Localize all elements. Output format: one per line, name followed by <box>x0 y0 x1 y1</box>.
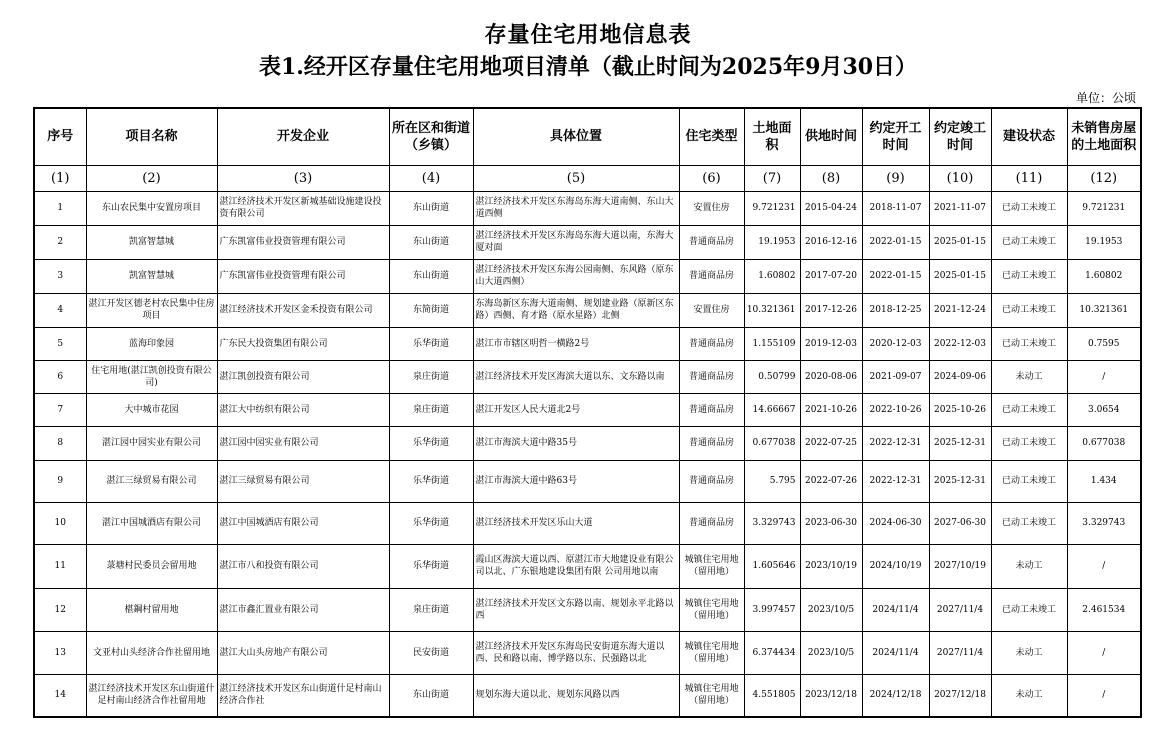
build-status-cell: 已动工未竣工 <box>991 460 1067 502</box>
location-cell: 湛江市海滨大道中路35号 <box>473 426 679 460</box>
build-status-cell: 已动工未竣工 <box>991 426 1067 460</box>
land-area-cell: 3.997457 <box>744 588 800 631</box>
housing-type-cell: 普通商品房 <box>679 259 744 293</box>
district-cell: 乐华街道 <box>389 544 473 588</box>
unit-label: 单位：公顷 <box>1075 91 1136 105</box>
supply-date-cell: 2021-10-26 <box>800 393 862 426</box>
finish-date-cell: 2025-01-15 <box>929 259 991 293</box>
row-index-cell: 9 <box>34 460 86 502</box>
row-index-cell: 4 <box>34 293 86 327</box>
location-cell: 东海岛新区东海大道南侧、规划建业路（原新区东路）西侧、育才路（原水星路）北侧 <box>473 293 679 327</box>
table-row <box>34 588 1141 631</box>
housing-type-cell: 普通商品房 <box>679 460 744 502</box>
developer-cell: 湛江凯创投资有限公司 <box>217 360 389 393</box>
col-header-unsold-area: 未销售房屋的土地面积 <box>1067 108 1141 165</box>
land-area-cell: 1.60802 <box>744 259 800 293</box>
supply-date-cell: 2023-06-30 <box>800 502 862 544</box>
housing-type-cell: 安置住房 <box>679 293 744 327</box>
district-cell: 乐华街道 <box>389 426 473 460</box>
location-cell: 湛江开发区人民大道北2号 <box>473 393 679 426</box>
col-num: (3) <box>217 165 389 191</box>
supply-date-cell: 2020-08-06 <box>800 360 862 393</box>
unsold-area-cell: 3.0654 <box>1067 393 1141 426</box>
district-cell: 东山街道 <box>389 259 473 293</box>
table-row <box>34 631 1141 674</box>
build-status-cell: 已动工未竣工 <box>991 259 1067 293</box>
location-cell: 湛江市市辖区明哲一横路2号 <box>473 327 679 360</box>
supply-date-cell: 2016-12-16 <box>800 225 862 259</box>
col-num: (4) <box>389 165 473 191</box>
unsold-area-cell: / <box>1067 674 1141 717</box>
developer-cell: 广东凯富伟业投资管理有限公司 <box>217 225 389 259</box>
land-area-cell: 10.321361 <box>744 293 800 327</box>
project-name-cell: 东山农民集中安置房项目 <box>86 191 217 225</box>
developer-cell: 广东民大投资集团有限公司 <box>217 327 389 360</box>
location-cell: 湛江经济技术开发区文东路以南、规划永平北路以西 <box>473 588 679 631</box>
table-row <box>34 502 1141 544</box>
developer-cell: 湛江大山头房地产有限公司 <box>217 631 389 674</box>
supply-date-cell: 2023/12/18 <box>800 674 862 717</box>
start-date-cell: 2020-12-03 <box>862 327 929 360</box>
col-header-developer: 开发企业 <box>217 108 389 165</box>
col-header-start-date: 约定开工时间 <box>862 108 929 165</box>
row-index-cell: 12 <box>34 588 86 631</box>
finish-date-cell: 2021-12-24 <box>929 293 991 327</box>
start-date-cell: 2024/10/19 <box>862 544 929 588</box>
build-status-cell: 已动工未竣工 <box>991 293 1067 327</box>
col-num: (7) <box>744 165 800 191</box>
location-cell: 霞山区海滨大道以西、原湛江市大地建设业有限公司以北、广东银地建设集团有限 公司用地以南 <box>473 544 679 588</box>
row-index-cell: 3 <box>34 259 86 293</box>
finish-date-cell: 2027/12/18 <box>929 674 991 717</box>
table-row <box>34 259 1141 293</box>
project-name-cell: 菉塘村民委员会留用地 <box>86 544 217 588</box>
developer-cell: 湛江经济技术开发区金禾投资有限公司 <box>217 293 389 327</box>
unsold-area-cell: 0.7595 <box>1067 327 1141 360</box>
table-row <box>34 674 1141 717</box>
project-name-cell: 凯富智慧城 <box>86 225 217 259</box>
start-date-cell: 2022-12-31 <box>862 426 929 460</box>
build-status-cell: 未动工 <box>991 544 1067 588</box>
district-cell: 东山街道 <box>389 225 473 259</box>
supply-date-cell: 2023/10/5 <box>800 588 862 631</box>
unsold-area-cell: 0.677038 <box>1067 426 1141 460</box>
start-date-cell: 2024-06-30 <box>862 502 929 544</box>
housing-type-cell: 城镇住宅用地（留用地） <box>679 544 744 588</box>
finish-date-cell: 2027/11/4 <box>929 588 991 631</box>
developer-cell: 湛江大中纺织有限公司 <box>217 393 389 426</box>
start-date-cell: 2018-12-25 <box>862 293 929 327</box>
start-date-cell: 2021-09-07 <box>862 360 929 393</box>
developer-cell: 湛江市鑫汇置业有限公司 <box>217 588 389 631</box>
col-num: (9) <box>862 165 929 191</box>
unsold-area-cell: / <box>1067 544 1141 588</box>
col-header-finish-date: 约定竣工时间 <box>929 108 991 165</box>
finish-date-cell: 2021-11-07 <box>929 191 991 225</box>
col-header-project: 项目名称 <box>86 108 217 165</box>
row-index-cell: 5 <box>34 327 86 360</box>
page-title: 存量住宅用地信息表 <box>484 22 692 48</box>
project-name-cell: 湛江开发区德老村农民集中住房项目 <box>86 293 217 327</box>
unsold-area-cell: / <box>1067 631 1141 674</box>
project-name-cell: 凯富智慧城 <box>86 259 217 293</box>
housing-type-cell: 普通商品房 <box>679 393 744 426</box>
project-name-cell: 湛江经济技术开发区东山街道什足村南山经济合作社留用地 <box>86 674 217 717</box>
build-status-cell: 已动工未竣工 <box>991 327 1067 360</box>
table-row <box>34 544 1141 588</box>
table-row <box>34 426 1141 460</box>
district-cell: 泉庄街道 <box>389 360 473 393</box>
row-index-cell: 7 <box>34 393 86 426</box>
col-num: (11) <box>991 165 1067 191</box>
location-cell: 湛江经济技术开发区东海岛东海大道以南，东海大厦对面 <box>473 225 679 259</box>
land-area-cell: 3.329743 <box>744 502 800 544</box>
table-body <box>34 191 1141 717</box>
location-cell: 湛江市海滨大道中路63号 <box>473 460 679 502</box>
developer-cell: 湛江三绿贸易有限公司 <box>217 460 389 502</box>
district-cell: 乐华街道 <box>389 327 473 360</box>
developer-cell: 湛江经济技术开发区东山街道什足村南山经济合作社 <box>217 674 389 717</box>
housing-type-cell: 普通商品房 <box>679 360 744 393</box>
housing-type-cell: 普通商品房 <box>679 225 744 259</box>
finish-date-cell: 2025-01-15 <box>929 225 991 259</box>
supply-date-cell: 2022-07-25 <box>800 426 862 460</box>
project-name-cell: 文亚村山头经济合作社留用地 <box>86 631 217 674</box>
build-status-cell: 已动工未竣工 <box>991 393 1067 426</box>
start-date-cell: 2024/12/18 <box>862 674 929 717</box>
table-row <box>34 393 1141 426</box>
unsold-area-cell: 19.1953 <box>1067 225 1141 259</box>
developer-cell: 湛江园中园实业有限公司 <box>217 426 389 460</box>
district-cell: 泉庄街道 <box>389 393 473 426</box>
housing-type-cell: 普通商品房 <box>679 502 744 544</box>
row-index-cell: 6 <box>34 360 86 393</box>
land-area-cell: 14.66667 <box>744 393 800 426</box>
location-cell: 湛江经济技术开发区东海岛东海大道南侧、东山大道西侧 <box>473 191 679 225</box>
project-name-cell: 湛江园中园实业有限公司 <box>86 426 217 460</box>
col-num: (12) <box>1067 165 1141 191</box>
row-index-cell: 10 <box>34 502 86 544</box>
location-cell: 湛江经济技术开发区乐山大道 <box>473 502 679 544</box>
supply-date-cell: 2017-07-20 <box>800 259 862 293</box>
col-num: (5) <box>473 165 679 191</box>
supply-date-cell: 2019-12-03 <box>800 327 862 360</box>
housing-type-cell: 安置住房 <box>679 191 744 225</box>
land-area-cell: 0.677038 <box>744 426 800 460</box>
supply-date-cell: 2022-07-26 <box>800 460 862 502</box>
land-area-cell: 1.605646 <box>744 544 800 588</box>
land-area-cell: 4.551805 <box>744 674 800 717</box>
col-header-supply-date: 供地时间 <box>800 108 862 165</box>
housing-type-cell: 普通商品房 <box>679 426 744 460</box>
housing-type-cell: 城镇住宅用地（留用地） <box>679 631 744 674</box>
district-cell: 乐华街道 <box>389 502 473 544</box>
district-cell: 东简街道 <box>389 293 473 327</box>
col-num: (2) <box>86 165 217 191</box>
build-status-cell: 未动工 <box>991 674 1067 717</box>
developer-cell: 湛江中国城酒店有限公司 <box>217 502 389 544</box>
col-header-type: 住宅类型 <box>679 108 744 165</box>
project-name-cell: 大中城市花园 <box>86 393 217 426</box>
build-status-cell: 已动工未竣工 <box>991 225 1067 259</box>
district-cell: 乐华街道 <box>389 460 473 502</box>
start-date-cell: 2022-01-15 <box>862 225 929 259</box>
col-num: (6) <box>679 165 744 191</box>
finish-date-cell: 2025-12-31 <box>929 426 991 460</box>
table-row <box>34 293 1141 327</box>
land-area-cell: 6.374434 <box>744 631 800 674</box>
row-index-cell: 13 <box>34 631 86 674</box>
start-date-cell: 2024/11/4 <box>862 631 929 674</box>
start-date-cell: 2022-12-31 <box>862 460 929 502</box>
table-row <box>34 327 1141 360</box>
build-status-cell: 未动工 <box>991 360 1067 393</box>
land-area-cell: 0.50799 <box>744 360 800 393</box>
start-date-cell: 2022-10-26 <box>862 393 929 426</box>
land-area-cell: 9.721231 <box>744 191 800 225</box>
finish-date-cell: 2022-12-03 <box>929 327 991 360</box>
col-header-district: 所在区和街道（乡镇） <box>389 108 473 165</box>
table-row <box>34 225 1141 259</box>
row-index-cell: 14 <box>34 674 86 717</box>
finish-date-cell: 2027-06-30 <box>929 502 991 544</box>
start-date-cell: 2022-01-15 <box>862 259 929 293</box>
land-area-cell: 1.155109 <box>744 327 800 360</box>
header-row <box>34 108 1141 165</box>
unsold-area-cell: 1.434 <box>1067 460 1141 502</box>
table-row <box>34 460 1141 502</box>
table-row <box>34 360 1141 393</box>
project-name-cell: 湛江三绿贸易有限公司 <box>86 460 217 502</box>
col-num: (1) <box>34 165 86 191</box>
col-header-status: 建设状态 <box>991 108 1067 165</box>
finish-date-cell: 2024-09-06 <box>929 360 991 393</box>
unsold-area-cell: 10.321361 <box>1067 293 1141 327</box>
finish-date-cell: 2027/10/19 <box>929 544 991 588</box>
table-row <box>34 191 1141 225</box>
supply-date-cell: 2023/10/5 <box>800 631 862 674</box>
location-cell: 湛江经济技术开发区东海公园南侧、东风路（原东山大道西侧） <box>473 259 679 293</box>
district-cell: 东山街道 <box>389 191 473 225</box>
finish-date-cell: 2027/11/4 <box>929 631 991 674</box>
build-status-cell: 未动工 <box>991 631 1067 674</box>
land-info-table <box>33 107 1142 718</box>
finish-date-cell: 2025-12-31 <box>929 460 991 502</box>
supply-date-cell: 2015-04-24 <box>800 191 862 225</box>
district-cell: 泉庄街道 <box>389 588 473 631</box>
col-header-area: 土地面积 <box>744 108 800 165</box>
supply-date-cell: 2017-12-26 <box>800 293 862 327</box>
col-header-index: 序号 <box>34 108 86 165</box>
col-num: (8) <box>800 165 862 191</box>
developer-cell: 湛江经济技术开发区新城基础设施建设投资有限公司 <box>217 191 389 225</box>
table-caption: 表1.经开区存量住宅用地项目清单（截止时间为2025年9月30日） <box>258 54 918 80</box>
row-index-cell: 2 <box>34 225 86 259</box>
row-index-cell: 1 <box>34 191 86 225</box>
header-number-row <box>34 165 1141 191</box>
start-date-cell: 2018-11-07 <box>862 191 929 225</box>
build-status-cell: 已动工未竣工 <box>991 588 1067 631</box>
build-status-cell: 已动工未竣工 <box>991 502 1067 544</box>
developer-cell: 广东凯富伟业投资管理有限公司 <box>217 259 389 293</box>
project-name-cell: 湛江中国城酒店有限公司 <box>86 502 217 544</box>
col-num: (10) <box>929 165 991 191</box>
project-name-cell: 蓝海印象园 <box>86 327 217 360</box>
land-area-cell: 19.1953 <box>744 225 800 259</box>
land-area-cell: 5.795 <box>744 460 800 502</box>
row-index-cell: 11 <box>34 544 86 588</box>
finish-date-cell: 2025-10-26 <box>929 393 991 426</box>
housing-type-cell: 普通商品房 <box>679 327 744 360</box>
unsold-area-cell: 2.461534 <box>1067 588 1141 631</box>
unsold-area-cell: 3.329743 <box>1067 502 1141 544</box>
build-status-cell: 已动工未竣工 <box>991 191 1067 225</box>
start-date-cell: 2024/11/4 <box>862 588 929 631</box>
project-name-cell: 椹鋼村留用地 <box>86 588 217 631</box>
location-cell: 湛江经济技术开发区东海岛民安街道东海大道以西、民和路以南、博学路以东、民强路以北 <box>473 631 679 674</box>
housing-type-cell: 城镇住宅用地（留用地） <box>679 588 744 631</box>
district-cell: 东山街道 <box>389 674 473 717</box>
district-cell: 民安街道 <box>389 631 473 674</box>
housing-type-cell: 城镇住宅用地（留用地） <box>679 674 744 717</box>
project-name-cell: 住宅用地(湛江凯创投资有限公司) <box>86 360 217 393</box>
col-header-location: 具体位置 <box>473 108 679 165</box>
developer-cell: 湛江市八和投资有限公司 <box>217 544 389 588</box>
unsold-area-cell: 1.60802 <box>1067 259 1141 293</box>
unsold-area-cell: 9.721231 <box>1067 191 1141 225</box>
location-cell: 规划东海大道以北、规划东风路以西 <box>473 674 679 717</box>
row-index-cell: 8 <box>34 426 86 460</box>
location-cell: 湛江经济技术开发区海滨大道以东、文东路以南 <box>473 360 679 393</box>
supply-date-cell: 2023/10/19 <box>800 544 862 588</box>
unsold-area-cell: / <box>1067 360 1141 393</box>
